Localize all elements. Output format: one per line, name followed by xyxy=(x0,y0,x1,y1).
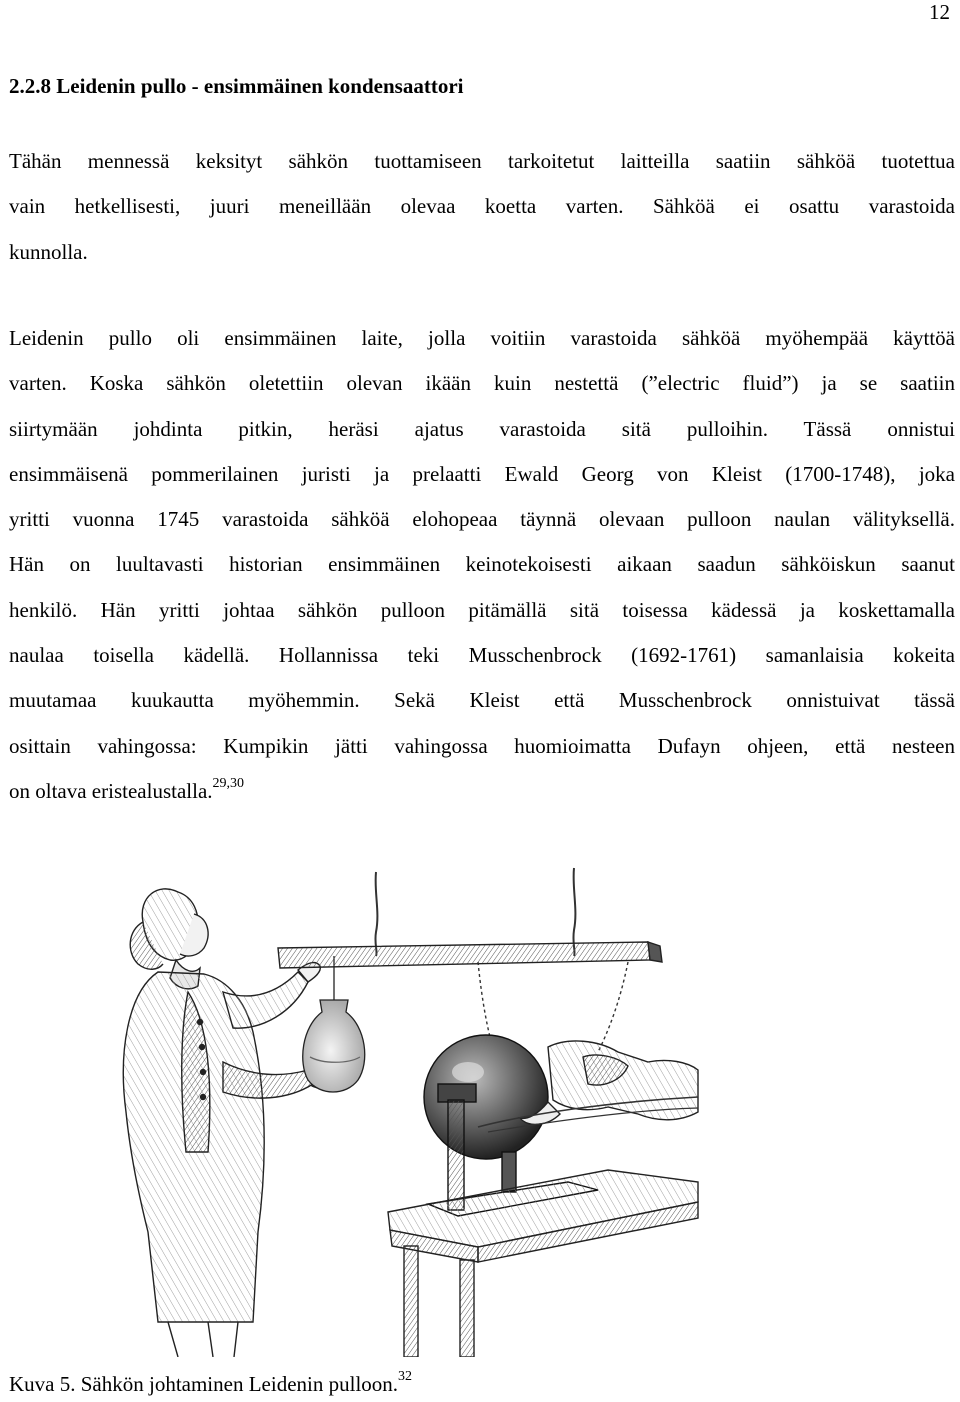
leyden-jar-engraving xyxy=(8,852,704,1357)
paragraph-line: siirtymään johdinta pitkin, heräsi ajatus varastoida sitä pulloihin. Tässä onnistui xyxy=(9,416,955,441)
page-number: 12 xyxy=(929,0,950,24)
figure-caption-text: Kuva 5. Sähkön johtaminen Leidenin pulloon. xyxy=(9,1372,399,1396)
table xyxy=(388,1170,698,1357)
paragraph-line: vain hetkellisesti, juuri meneillään olevaa koetta varten. Sähköä ei osattu varastoida xyxy=(9,194,955,219)
paragraph-line: muutamaa kuukautta myöhemmin. Sekä Kleist että Musschenbrock onnistuivat tässä xyxy=(9,688,955,713)
paragraph-line: ensimmäisenä pommerilainen juristi ja prelaatti Ewald Georg von Kleist (1700-1748), joka xyxy=(9,461,955,486)
paragraph-line: osittain vahingossa: Kumpikin jätti vahingossa huomioimatta Dufayn ohjeen, että nesteen xyxy=(9,733,955,758)
paragraph-line: Tähän mennessä keksityt sähkön tuottamiseen tarkoitetut laitteilla saatiin sähköä tuotettua xyxy=(9,149,955,173)
figure-caption xyxy=(9,1370,412,1398)
figure-footnote-reference: 32 xyxy=(398,1369,413,1384)
paragraph-line: kunnolla. xyxy=(9,239,88,264)
paragraph-leyden-jar xyxy=(9,316,955,814)
paragraph-line xyxy=(9,769,955,814)
suspension-ropes xyxy=(375,868,575,956)
wooden-beam xyxy=(278,942,662,968)
footnote-reference: 29,30 xyxy=(212,775,245,791)
paragraph-line: Leidenin pullo oli ensimmäinen laite, jolla voitiin varastoida sähköä myöhempää käyttöä xyxy=(9,326,955,350)
paragraph-intro xyxy=(9,139,955,275)
paragraph-line: naulaa toisella kädellä. Hollannissa teki Musschenbrock (1692-1761) samanlaisia kokeita xyxy=(9,643,955,668)
paragraph-line: henkilö. Hän yritti johtaa sähkön pulloon pitämällä sitä toisessa kädessä ja koskettamalla xyxy=(9,597,955,622)
section-title: 2.2.8 Leidenin pullo - ensimmäinen kondensaattori xyxy=(9,74,464,98)
paragraph-line: Hän on luultavasti historian ensimmäinen keinotekoisesti aikaan saadun sähköiskun saanut xyxy=(9,552,955,577)
engraving-figure xyxy=(8,852,704,1357)
paragraph-line: yritti vuonna 1745 varastoida sähköä elohopeaa täynnä olevaan pulloon naulan välityksellä. xyxy=(9,507,955,532)
paragraph-last-text: on oltava eristealustalla. xyxy=(9,778,213,803)
paragraph-line: varten. Koska sähkön oletettiin olevan ikään kuin nestettä (”electric fluid”) ja se saatiin xyxy=(9,371,955,396)
